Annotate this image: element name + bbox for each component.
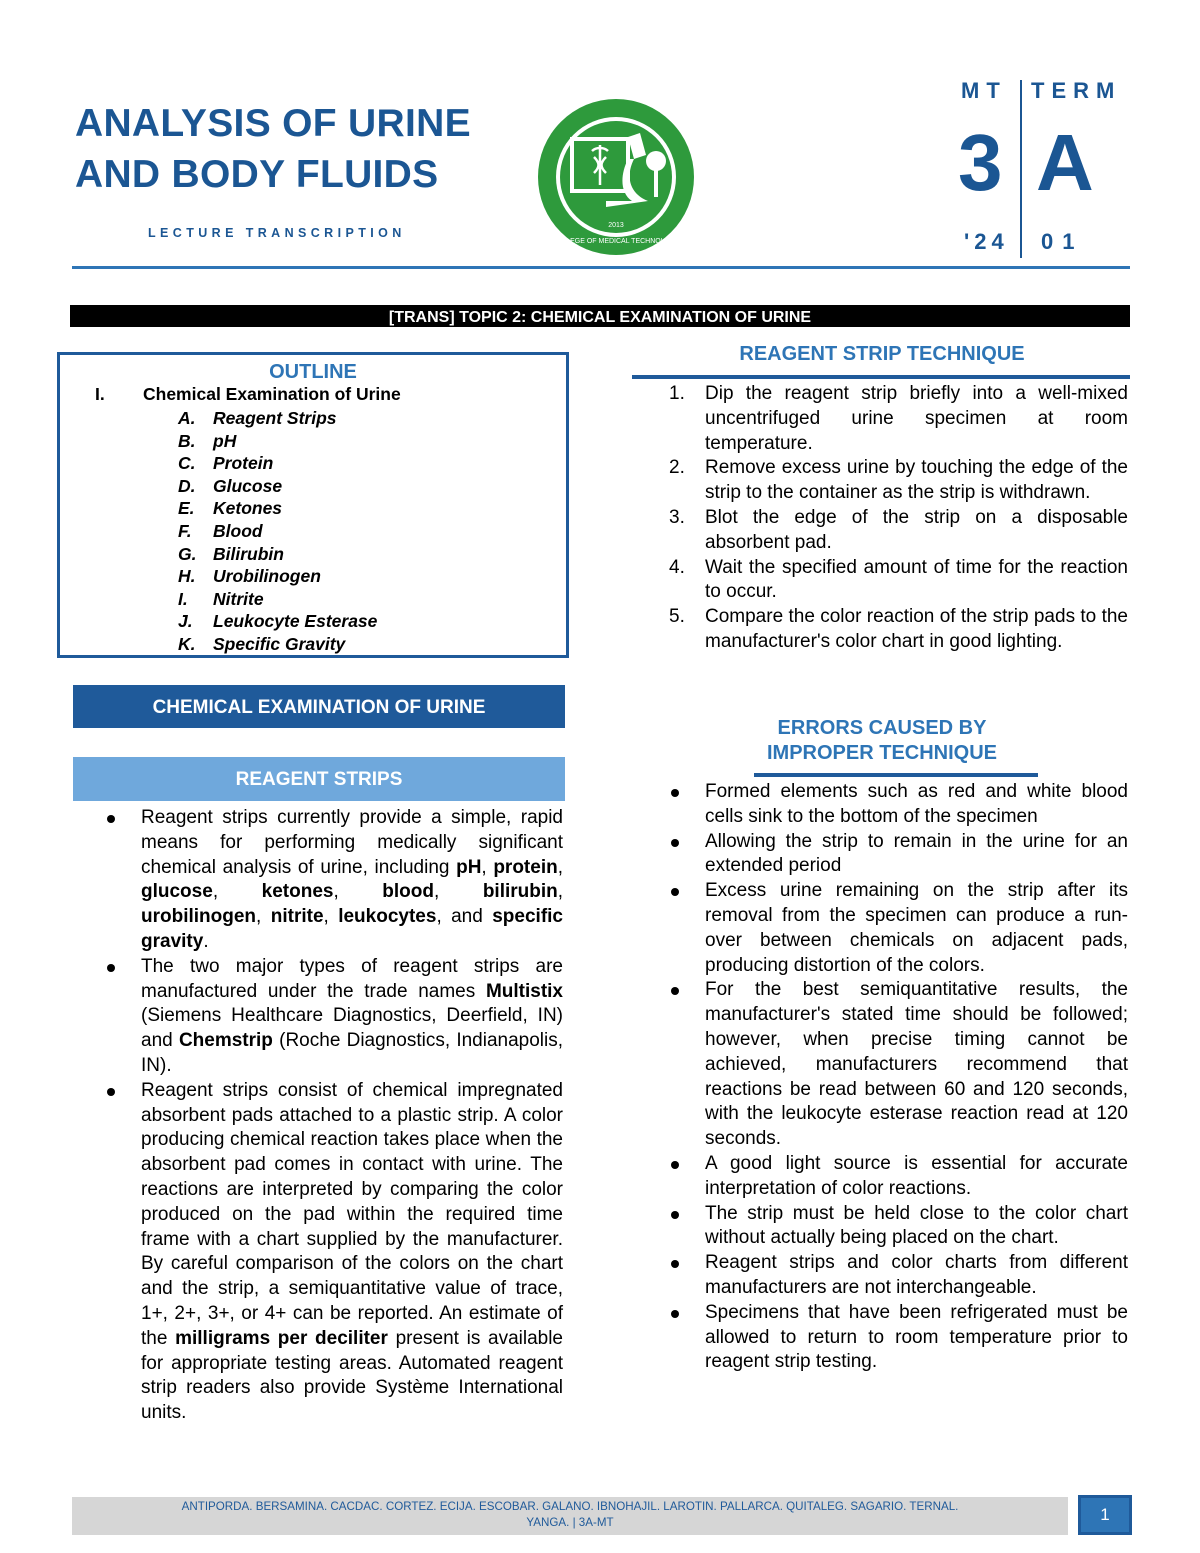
outline-item — [178, 407, 377, 430]
technique-heading-rule — [632, 375, 1130, 379]
outline-item-label: Ketones — [213, 498, 283, 519]
errors-heading — [690, 716, 1074, 766]
outline-item — [178, 497, 377, 520]
reagent-strips-content — [141, 806, 563, 1426]
outline-item-label: Glucose — [213, 475, 283, 496]
footer-authors — [72, 1497, 1068, 1535]
outline-item-label: Leukocyte Esterase — [213, 611, 378, 632]
outline-item — [178, 475, 377, 498]
outline-item-letter: K. — [178, 633, 196, 654]
error-item: Excess urine remaining on the strip after its removal from the specimen can produce a run-over between chemicals on adjacent pads, producing distortion of the colors. — [705, 879, 1128, 978]
badge-year: '24 — [964, 229, 1009, 254]
error-item: For the best semiquantitative results, the manufacturer's stated time should be followed; however, when precise timing cannot be achieved, manufacturers recommend that reactions be read between 60 and 120 seconds, with the leukocyte esterase reaction read at 120 seconds. — [705, 978, 1128, 1152]
outline-item — [178, 520, 377, 543]
reagent-strips-bullets — [141, 806, 563, 1426]
errors-content — [705, 780, 1128, 1375]
outline-item — [178, 610, 377, 633]
outline-item-label: Blood — [213, 520, 263, 541]
outline-item-letter: A. — [178, 408, 196, 428]
bullet-item: Reagent strips currently provide a simple, rapid means for performing medically significant chemical analysis of urine, including pH, protein, glucose, ketones, blood, bilirubin, urobilinogen, nitrite, leukocytes, and specific gravity. — [141, 806, 563, 955]
outline-item — [178, 452, 377, 475]
outline-item-label: Bilirubin — [213, 543, 284, 564]
section-subheader-reagent-strips: REAGENT STRIPS — [73, 757, 565, 801]
bullet-item: The two major types of reagent strips are manufactured under the trade names Multistix (Siemens Healthcare Diagnostics, Deerfield, IN) and Chemstrip (Roche Diagnostics, Indianapolis, IN). — [141, 955, 563, 1079]
outline-item-label: Reagent Strips — [213, 408, 337, 428]
outline-main-label: Chemical Examination of Urine — [143, 384, 401, 404]
outline-item-label: Urobilinogen — [213, 566, 321, 587]
outline-item-letter: C. — [178, 453, 196, 474]
college-seal-logo — [536, 97, 696, 257]
document-subtitle: LECTURE TRANSCRIPTION — [148, 226, 406, 240]
badge-divider — [1020, 80, 1022, 258]
outline-item-label: Protein — [213, 453, 274, 474]
outline-item-letter: H. — [178, 566, 196, 587]
bullet-item: Reagent strips consist of chemical impregnated absorbent pads attached to a plastic strip. A color producing chemical reaction takes place when the absorbent pad comes in contact with urine. The reactions are interpreted by comparing the color produced on the pad within the required time frame with a chart supplied by the manufacturer. By careful comparison of the colors on the chart and the strip, a semiquantitative value of trace, 1+, 2+, 3+, or 4+ can be reported. An estimate of the milligrams per deciliter present is available for appropriate testing areas. Automated reagent strip readers also provide Système International units. — [141, 1079, 563, 1426]
technique-step-list — [669, 382, 1128, 655]
badge-number: 01 — [1041, 229, 1084, 254]
outline-item — [178, 543, 377, 566]
page-number: 1 — [1078, 1495, 1132, 1535]
technique-step: 5. Compare the color reaction of the strip pads to the manufacturer's color chart in good lighting. — [669, 606, 1128, 652]
error-item: The strip must be held close to the color chart without actually being placed on the chart. — [705, 1202, 1128, 1252]
error-item: A good light source is essential for accurate interpretation of color reactions. — [705, 1152, 1128, 1202]
technique-step: 2. Remove excess urine by touching the edge of the strip to the container as the strip is withdrawn. — [669, 457, 1128, 504]
badge-year-digit: 3 — [958, 118, 1003, 207]
outline-item — [178, 633, 377, 656]
technique-steps — [669, 382, 1128, 655]
error-item: Formed elements such as red and white blood cells sink to the bottom of the specimen — [705, 780, 1128, 830]
badge-section-letter: A — [1036, 118, 1094, 207]
seal-bottom-text: COLLEGE OF MEDICAL TECHNOLOGY — [551, 238, 681, 245]
errors-heading-line-1: ERRORS CAUSED BY — [777, 717, 987, 739]
outline-list — [178, 407, 377, 656]
seal-year: 2013 — [608, 222, 624, 229]
technique-step: 1. Dip the reagent strip briefly into a well-mixed uncentrifuged urine specimen at room temperature. — [669, 383, 1128, 454]
outline-box — [57, 352, 569, 658]
outline-item-letter: E. — [178, 498, 195, 519]
outline-item-letter: J. — [178, 611, 193, 632]
errors-heading-rule — [754, 773, 1038, 777]
header-divider — [72, 266, 1130, 269]
reagent-strip-technique-heading: REAGENT STRIP TECHNIQUE — [739, 343, 1025, 365]
technique-step: 3. Blot the edge of the strip on a disposable absorbent pad. — [669, 506, 1128, 553]
title-line-1: ANALYSIS OF URINE — [75, 102, 471, 145]
outline-item-label: Nitrite — [213, 588, 264, 609]
error-item: Specimens that have been refrigerated must be allowed to return to room temperature prior to reagent strip testing. — [705, 1301, 1128, 1375]
outline-main-numeral: I. — [95, 384, 105, 404]
section-header-chemical-examination: CHEMICAL EXAMINATION OF URINE — [73, 685, 565, 728]
footer-authors-line-1: ANTIPORDA. BERSAMINA. CACDAC. CORTEZ. ECIJA. ESCOBAR. GALANO. IBNOHAJIL. LAROTIN. PALLARCA. QUITALEG. SAGARIO. TERNAL. — [181, 1500, 959, 1513]
errors-list — [705, 780, 1128, 1375]
outline-item — [178, 588, 377, 611]
outline-item-label: Specific Gravity — [213, 633, 346, 654]
technique-step: 4. Wait the specified amount of time for the reaction to occur. — [669, 556, 1128, 603]
badge-term: TERM — [1031, 78, 1122, 103]
outline-item-letter: G. — [178, 543, 197, 564]
document-title — [75, 98, 545, 200]
outline-item-letter: F. — [178, 520, 192, 541]
outline-item-letter: B. — [178, 430, 196, 451]
error-item: Reagent strips and color charts from different manufacturers are not interchangeable. — [705, 1251, 1128, 1301]
outline-item — [178, 430, 377, 453]
title-line-2: AND BODY FLUIDS — [75, 153, 439, 196]
error-item: Allowing the strip to remain in the urine for an extended period — [705, 830, 1128, 880]
outline-item — [178, 565, 377, 588]
outline-item-letter: D. — [178, 475, 196, 496]
outline-item-letter: I. — [178, 588, 188, 609]
badge-mt: MT — [961, 78, 1007, 103]
footer-authors-line-2: YANGA. | 3A-MT — [526, 1515, 614, 1529]
errors-heading-line-2: IMPROPER TECHNIQUE — [766, 742, 998, 764]
outline-main-item — [95, 384, 401, 405]
outline-item-label: pH — [213, 430, 237, 451]
topic-bar: [TRANS] TOPIC 2: CHEMICAL EXAMINATION OF URINE — [70, 305, 1130, 327]
outline-title: OUTLINE — [269, 361, 357, 383]
